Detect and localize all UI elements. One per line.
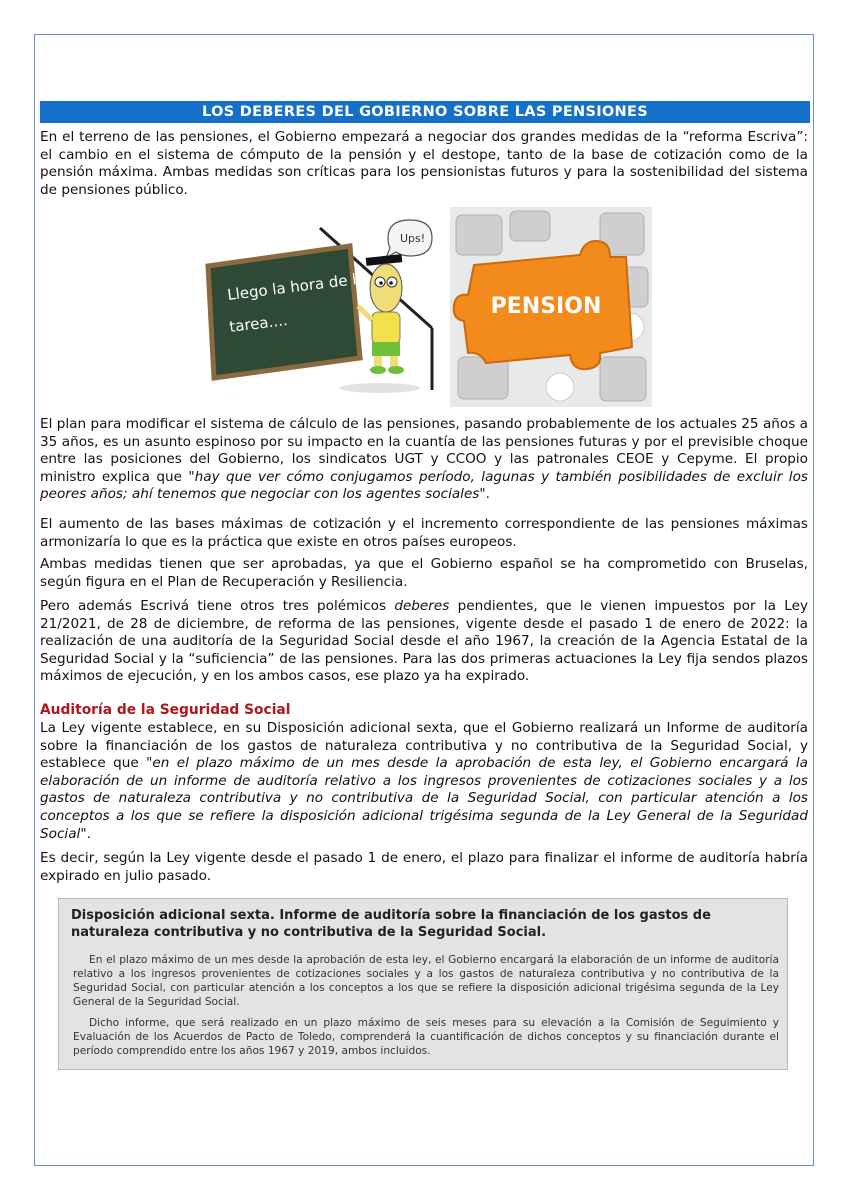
pension-puzzle-illustration	[450, 207, 652, 407]
law-extract-image	[58, 898, 788, 1070]
blackboard-text-line2: tarea....	[228, 310, 289, 336]
blackboard-text-line1: Llego la hora de la	[226, 269, 367, 304]
plan-end: ".	[479, 486, 490, 503]
escriva-deberes: deberes	[394, 598, 450, 614]
extract-paragraph-2: Dicho informe, que será realizado en un plazo máximo de seis meses para su elevación a la Comisión de Seguimiento y Evaluación de los Acuerdos de Pacto de Toledo, comprenderá la cuantificación de dichos conceptos y su financiación durante el período comprendido entre los años 1967 y 2019, ambos incluidos.	[73, 1017, 779, 1057]
puzzle-text: PENSION	[490, 294, 602, 319]
ley-text: La Ley vigente establece, en su Disposición adicional sexta, que el Gobierno realizará un Informe de auditoría sobre la financiación de los gastos de naturaleza contributiva y no contributiva de la Seguridad Social, y establece que "	[40, 720, 808, 772]
bubble-text: Ups!	[400, 232, 426, 245]
plan-text: El plan para modificar el sistema de cálculo de las pensiones, pasando probablemente de los actuales 25 años a 35 años, es un asunto espinoso por su impacto en la cuantía de las pensiones futuras y por el previsible choque entre las posiciones del Gobierno, los sindicatos UGT y CCOO y las patronales CEOE y Cepyme. El propio ministro explica que "	[40, 416, 808, 485]
escriva-paragraph	[40, 598, 808, 686]
ley-end: ".	[80, 825, 91, 842]
ambas-paragraph: Ambas medidas tienen que ser aprobadas, ya que el Gobierno español se ha comprometido con Bruselas, según figura en el Plan de Recuperación y Resiliencia.	[40, 556, 808, 590]
ley-quote: en el plazo máximo de un mes desde la aprobación de esta ley, el Gobierno encargará la elaboración de un informe de auditoría relativo a los ingresos provenientes de cotizaciones sociales y a los gastos de naturaleza contributiva y no contributiva de la Seguridad Social, con particular atención a los conceptos a los que se refiere la disposición adicional trigésima segunda de la Ley General de la Seguridad Social	[40, 755, 808, 842]
blackboard-illustration	[200, 208, 450, 408]
article-title: LOS DEBERES DEL GOBIERNO SOBRE LAS PENSIONES	[40, 101, 810, 123]
bases-paragraph: El aumento de las bases máximas de cotización y el incremento correspondiente de las pensiones máximas armonizaría lo que es la práctica que existe en otros países europeos.	[40, 516, 808, 550]
plan-paragraph	[40, 416, 808, 504]
section-heading: Auditoría de la Seguridad Social	[40, 702, 291, 718]
ley-paragraph	[40, 720, 808, 843]
escriva-start: Pero además Escrivá tiene otros tres polémicos	[40, 598, 395, 614]
extract-title: Disposición adicional sexta. Informe de auditoría sobre la financiación de los gastos de naturaleza contributiva y no contributiva de la Seguridad Social.	[71, 908, 711, 940]
extract-paragraph-1: En el plazo máximo de un mes desde la aprobación de esta ley, el Gobierno encargará la elaboración de un informe de auditoría relativo a los ingresos provenientes de cotizaciones sociales y a los gastos de naturaleza contributiva y no contributiva de la Seguridad Social, con particular atención a los conceptos a los que se refiere la disposición adicional trigésima segunda de la Ley General de la Seguridad Social.	[73, 954, 779, 1008]
plan-quote: hay que ver cómo conjugamos período, lagunas y también posibilidades de excluir los peores años; ahí tenemos que negociar con los agentes sociales	[40, 468, 808, 503]
intro-paragraph: En el terreno de las pensiones, el Gobierno empezará a negociar dos grandes medidas de la “reforma Escriva”: el cambio en el sistema de cómputo de la pensión y el destope, tanto de la base de cotización como de la pensión máxima. Ambas medidas son críticas para los pensionistas futuros y para la sostenibilidad del sistema de pensiones público.	[40, 129, 808, 198]
escriva-rest: pendientes, que le vienen impuestos por la Ley 21/2021, de 28 de diciembre, de reforma de las pensiones, vigente desde el pasado 1 de enero de 2022: la realización de una auditoría de la Seguridad Social desde el año 1967, la creación de la Agencia Estatal de la Seguridad Social y la “suficiencia” de las pensiones. Para las dos primeras actuaciones la Ley fija sendos plazos máximos de ejecución, y en los ambos casos, ese plazo ya ha expirado.	[40, 598, 808, 685]
decir-paragraph: Es decir, según la Ley vigente desde el pasado 1 de enero, el plazo para finalizar el informe de auditoría habría expirado en julio pasado.	[40, 850, 808, 884]
